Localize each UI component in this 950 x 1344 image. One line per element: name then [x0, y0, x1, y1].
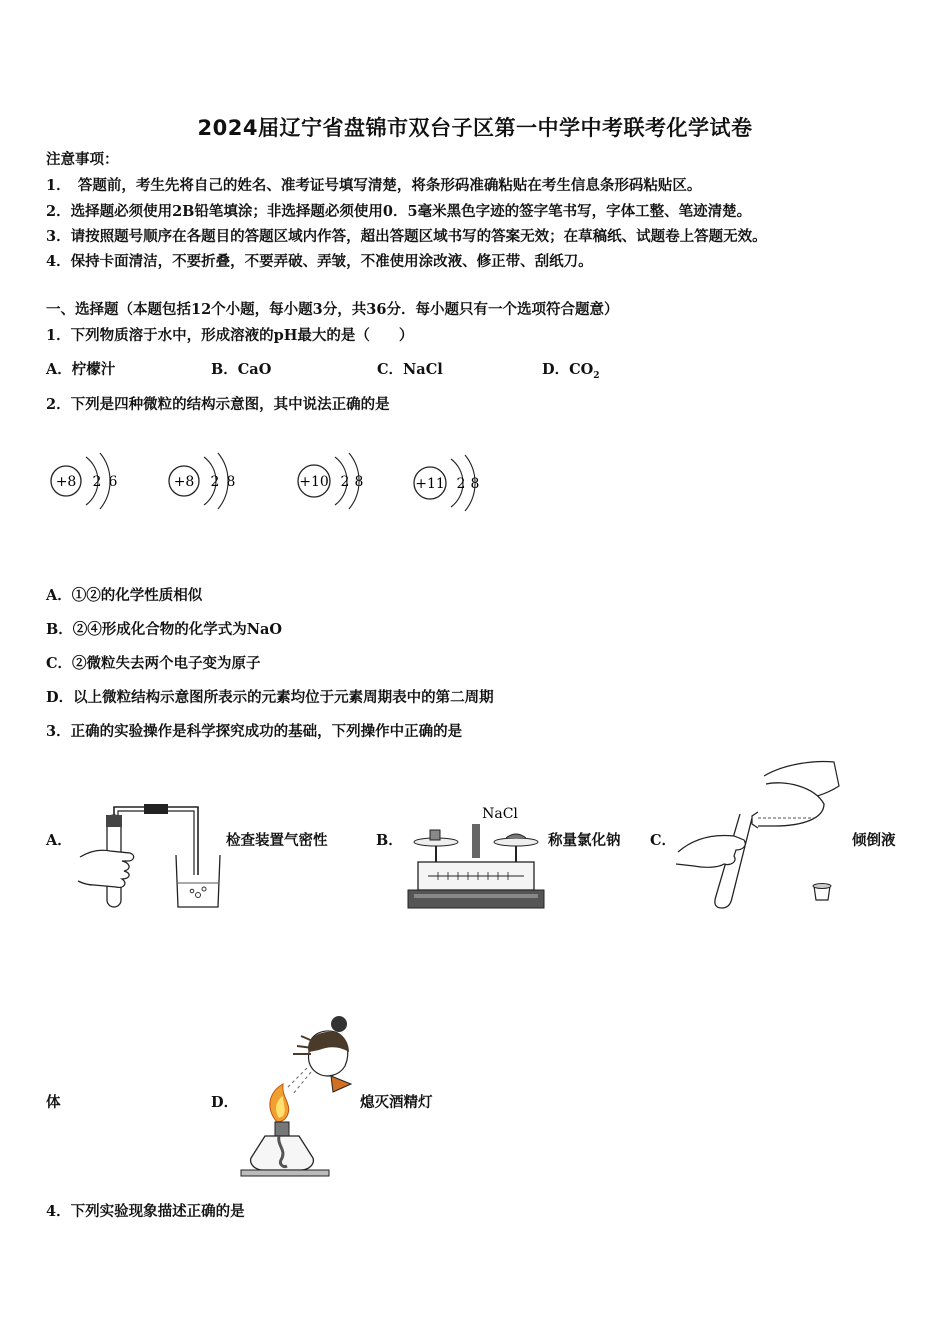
atom-3-shell-1: 2 [340, 474, 350, 490]
balance-illustration [398, 800, 548, 920]
atom-4 [414, 455, 479, 555]
notice-heading: 注意事项： [46, 151, 119, 168]
atom-4-shell-1: 2 [456, 476, 466, 492]
atom-2-shell-1: 2 [210, 474, 220, 490]
exam-title: 2024届辽宁省盘锦市双台子区第一中学中考联考化学试卷 [197, 116, 753, 140]
blowing-out-lamp-illustration [235, 1012, 365, 1182]
q3-option-a-label: A． [46, 832, 72, 849]
q1-option-b: B．CaO [211, 361, 272, 378]
q3-option-a-text: 检查装置气密性 [226, 832, 328, 849]
q3-option-d-label: D． [211, 1094, 239, 1111]
notice-item-2: 2．选择题必须使用2B铅笔填涂；非选择题必须使用0．5毫米黑色字迹的签字笔书写，字体工整、笔迹清楚。 [46, 203, 752, 220]
q3-option-d-text: 熄灭酒精灯 [360, 1094, 433, 1111]
section-heading: 一、选择题（本题包括12个小题，每小题3分，共36分．每小题只有一个选项符合题意） [46, 301, 619, 318]
q4-stem: 4．下列实验现象描述正确的是 [46, 1203, 245, 1220]
q3-option-b-label: B． [376, 832, 403, 849]
atom-2 [169, 453, 235, 555]
q2-option-d: D．以上微粒结构示意图所表示的元素均位于元素周期表中的第二周期 [46, 689, 494, 706]
q3-option-c-text: 倾倒液 [852, 832, 896, 849]
atom-3 [298, 453, 363, 555]
atom-1-shell-2: 6 [108, 474, 118, 490]
atom-1 [51, 453, 118, 555]
atom-diagrams [0, 425, 950, 555]
airtightness-check-illustration [70, 795, 230, 915]
atom-4-shell-2: 8 [470, 476, 480, 492]
q1-option-c: C．NaCl [377, 361, 443, 378]
q3-option-b-text: 称量氯化钠 [548, 832, 621, 849]
atom-3-shell-2: 8 [354, 474, 364, 490]
atom-2-nucleus: +8 [173, 474, 195, 490]
atom-1-nucleus: +8 [55, 474, 77, 490]
q1-option-d [542, 360, 600, 386]
q1-option-d-text: D．CO [542, 361, 594, 378]
q2-option-b: B．②④形成化合物的化学式为NaO [46, 621, 283, 638]
q1-option-d-subscript: 2 [593, 370, 600, 381]
q2-stem: 2．下列是四种微粒的结构示意图，其中说法正确的是 [46, 396, 390, 413]
notice-item-3: 3．请按照题号顺序在各题目的答题区域内作答，超出答题区域书写的答案无效；在草稿纸、试题卷上答题无效。 [46, 228, 767, 245]
pouring-liquid-illustration [674, 756, 844, 916]
q2-option-a: A．①②的化学性质相似 [46, 587, 203, 604]
q1-stem: 1．下列物质溶于水中，形成溶液的pH最大的是（ ） [46, 327, 414, 344]
atom-1-shell-1: 2 [92, 474, 102, 490]
notice-item-4: 4．保持卡面清洁，不要折叠，不要弄破、弄皱，不准使用涂改液、修正带、刮纸刀。 [46, 253, 593, 270]
atom-4-nucleus: +11 [415, 476, 445, 492]
q2-option-c: C．②微粒失去两个电子变为原子 [46, 655, 261, 672]
q1-option-a: A．柠檬汁 [46, 361, 116, 378]
q3-option-c-label: C． [650, 832, 677, 849]
nacl-label: NaCl [482, 806, 518, 822]
q3-option-c-text-cont: 体 [46, 1094, 61, 1111]
atom-2-shell-2: 8 [226, 474, 236, 490]
q3-stem: 3．正确的实验操作是科学探究成功的基础，下列操作中正确的是 [46, 723, 463, 740]
atom-3-nucleus: +10 [299, 474, 329, 490]
notice-item-1: 1． 答题前，考生先将自己的姓名、准考证号填写清楚，将条形码准确粘贴在考生信息条形码粘贴区。 [46, 177, 702, 194]
